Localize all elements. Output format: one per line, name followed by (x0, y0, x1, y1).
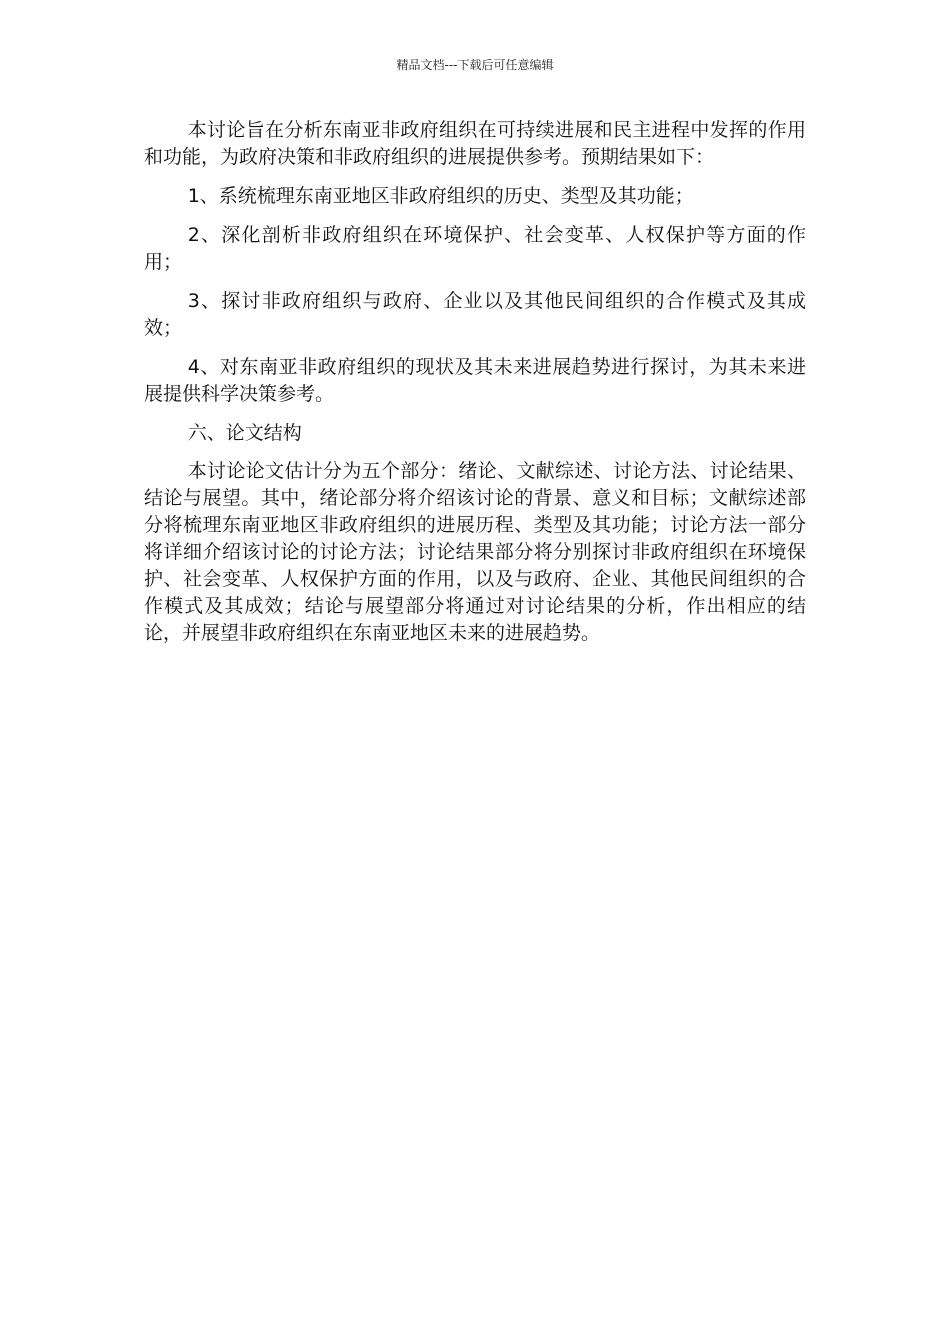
page-header: 精品文档---下载后可任意编辑 (396, 58, 554, 72)
document-body (144, 117, 806, 659)
paragraph-structure: 本讨论论文估计分为五个部分：绪论、文献综述、讨论方法、讨论结果、结论与展望。其中，绪论部分将介绍该讨论的背景、意义和目标；文献综述部分将梳理东南亚地区非政府组织的进展历程、类型及其功能；讨论方法一部分将详细介绍该讨论的讨论方法；讨论结果部分将分别探讨非政府组织在环境保护、社会变革、人权保护方面的作用，以及与政府、企业、其他民间组织的合作模式及其成效；结论与展望部分将通过对讨论结果的分析，作出相应的结论，并展望非政府组织在东南亚地区未来的进展趋势。 (144, 460, 806, 644)
list-item-2: 2、深化剖析非政府组织在环境保护、社会变革、人权保护等方面的作用； (144, 224, 806, 273)
section-heading: 六、论文结构 (187, 422, 302, 444)
list-item-3: 3、探讨非政府组织与政府、企业以及其他民间组织的合作模式及其成效； (144, 290, 806, 339)
list-item-4: 4、对东南亚非政府组织的现状及其未来进展趋势进行探讨，为其未来进展提供科学决策参考。 (144, 356, 806, 405)
list-item-1: 1、系统梳理东南亚地区非政府组织的历史、类型及其功能； (187, 185, 694, 207)
paragraph-intro: 本讨论旨在分析东南亚非政府组织在可持续进展和民主进程中发挥的作用和功能，为政府决策和非政府组织的进展提供参考。预期结果如下： (144, 119, 806, 168)
